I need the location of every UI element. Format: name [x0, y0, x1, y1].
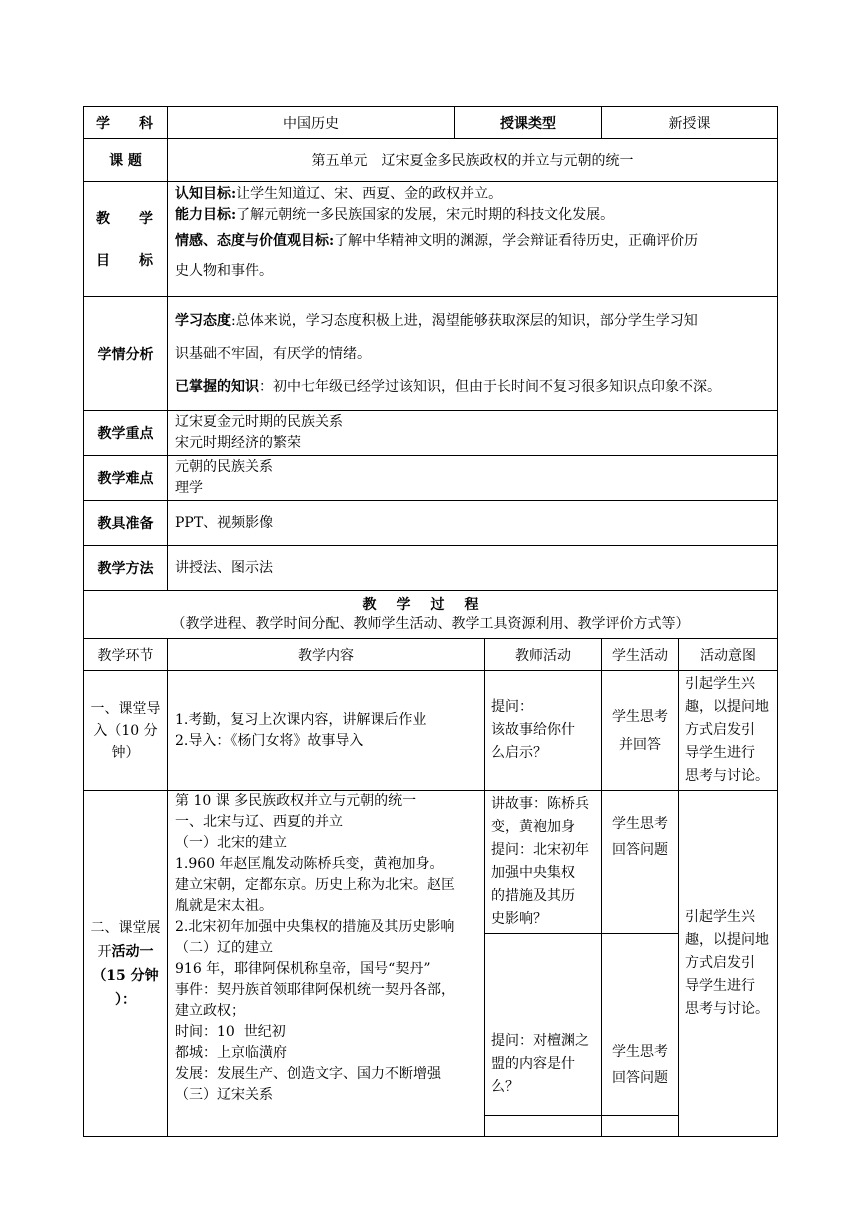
process-title: 教学过程 [362, 596, 499, 613]
difficulties-label: 教学难点 [84, 456, 168, 501]
key-points-content: 辽宋夏金元时期的民族关系 宋元时期经济的繁荣 [168, 411, 778, 456]
tools-content: PPT、视频影像 [168, 501, 778, 546]
methods-label: 教学方法 [84, 546, 168, 591]
row1-teacher: 提问： 该故事给你什 么启示？ [485, 671, 602, 791]
row1-content: 1.考勤，复习上次课内容，讲解课后作业 2.导入：《杨门女将》故事导入 [168, 671, 485, 791]
analysis-label: 学情分析 [84, 297, 168, 411]
row1-intent: 引起学生兴 趣，以提问地 方式启发引 导学生进行 思考与讨论。 [679, 671, 778, 791]
row2-teacher-b: 提问：对檀渊之 盟的内容是什 么？ [485, 934, 602, 1116]
row2-student-a: 学生思考 回答问题 [602, 791, 679, 934]
row2-intent: 引起学生兴 趣，以提问地 方式启发引 导学生进行 思考与讨论。 [679, 791, 778, 1137]
topic-label: 课 题 [84, 139, 168, 182]
subject-label: 学 科 [84, 107, 168, 139]
process-subtitle: （教学进程、教学时间分配、教师学生活动、教学工具资源利用、教学评价方式等） [171, 615, 690, 632]
col-content: 教学内容 [168, 639, 485, 671]
topic-value: 第五单元 辽宋夏金多民族政权的并立与元朝的统一 [168, 139, 778, 182]
lesson-info-table [83, 106, 778, 591]
row1-stage: 一、课堂导 入（10 分 钟） [84, 671, 168, 791]
type-value: 新授课 [602, 107, 778, 139]
row1-student: 学生思考 并回答 [602, 671, 679, 791]
tools-label: 教具准备 [84, 501, 168, 546]
row2-stage: 二、课堂展 开活动一 （15 分钟 ）： [84, 791, 168, 1137]
row2-teacher-blank [485, 1116, 602, 1137]
objectives-label: 教 学 目 标 [84, 182, 168, 297]
teaching-process-table [83, 590, 778, 1137]
type-label: 授课类型 [455, 107, 602, 139]
row2-teacher-a: 讲故事：陈桥兵 变，黄袍加身 提问：北宋初年 加强中央集权 的措施及其历 史影响？ [485, 791, 602, 934]
key-points-label: 教学重点 [84, 411, 168, 456]
col-teacher: 教师活动 [485, 639, 602, 671]
row2-student-b: 学生思考 回答问题 [602, 934, 679, 1116]
col-student: 学生活动 [602, 639, 679, 671]
objectives-content: 认知目标:让学生知道辽、宋、西夏、金的政权并立。 能力目标:了解元朝统一多民族国家的发展，宋元时期的科技文化发展。 情感、态度与价值观目标:了解中华精神文明的渊源，学会辩证看待历史，正确评价历 史人物和事件。 [168, 182, 778, 297]
col-intent: 活动意图 [679, 639, 778, 671]
row2-content: 第 10 课 多民族政权并立与元朝的统一 一、北宋与辽、西夏的并立 （一）北宋的建立 1.960 年赵匡胤发动陈桥兵变，黄袍加身。 建立宋朝，定都东京。历史上称为北宋。赵匡 胤就是宋太祖。 2.北宋初年加强中央集权的措施及其历史影响 （二）辽的建立 916 年，耶律阿保机称皇帝，国号“契丹” 事件：契丹族首领耶律阿保机统一契丹各部， 建立政权； 时间：10 世纪初 都城：上京临潢府 发展：发展生产、创造文字、国力不断增强 （三）辽宋关系 [168, 791, 485, 1137]
analysis-content: 学习态度:总体来说，学习态度积极上进，渴望能够获取深层的知识，部分学生学习知 识基础不牢固，有厌学的情绪。 已掌握的知识：初中七年级已经学过该知识，但由于长时间不复习很多知识点印象不深。 [168, 297, 778, 411]
process-header [84, 591, 778, 639]
col-stage: 教学环节 [84, 639, 168, 671]
difficulties-content: 元朝的民族关系 理学 [168, 456, 778, 501]
subject-value: 中国历史 [168, 107, 455, 139]
methods-content: 讲授法、图示法 [168, 546, 778, 591]
row2-student-blank [602, 1116, 679, 1137]
